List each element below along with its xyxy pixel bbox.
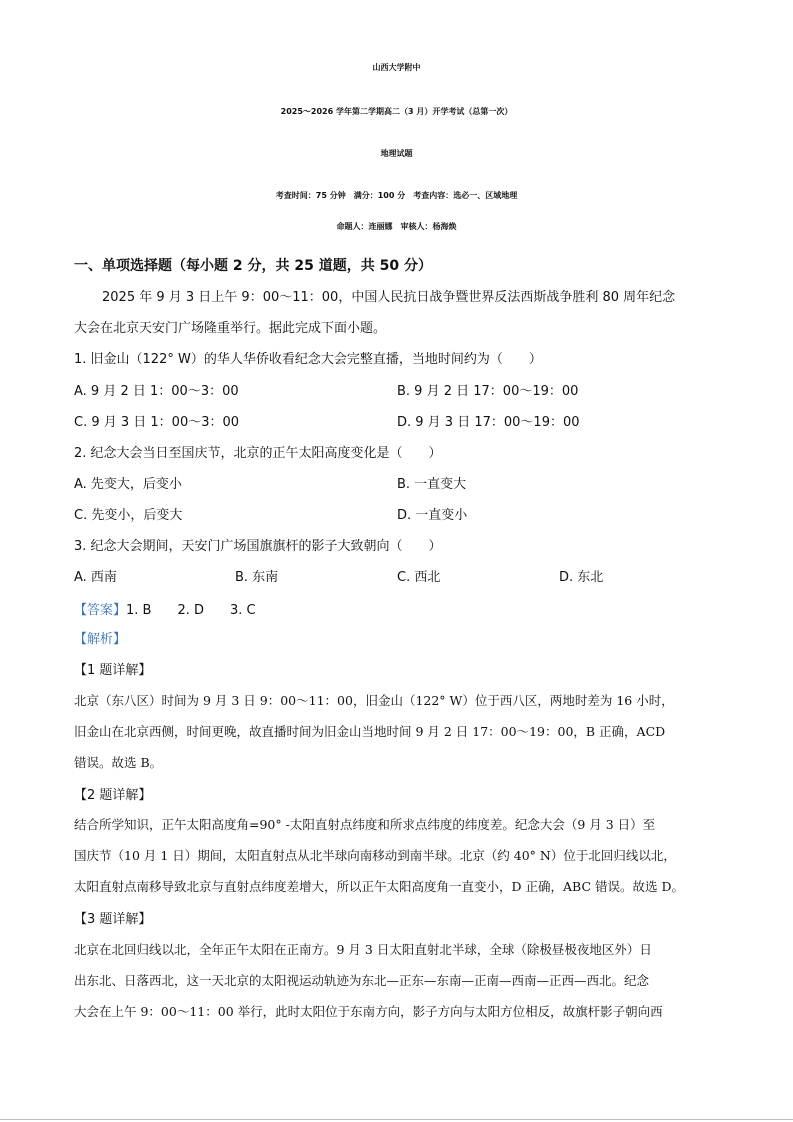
analysis-part-3-line-1: 北京在北回归线以北，全年正午太阳在正南方。9 月 3 日太阳直射北半球，全球（除极昼极夜地区外）日 xyxy=(74,942,652,957)
material-line-2: 大会在北京天安门广场隆重举行。据此完成下面小题。 xyxy=(74,321,387,336)
question-2-option-b: B. 一直变大 xyxy=(397,477,467,492)
analysis-part-2-title: 【2 题详解】 xyxy=(74,788,152,803)
answer-row xyxy=(74,599,256,618)
page-bottom-divider xyxy=(0,1119,793,1120)
exam-info: 考查时间：75 分钟 满分：100 分 考查内容：选必一、区域地理 xyxy=(275,191,518,200)
question-3-stem: 3. 纪念大会期间，天安门广场国旗旗杆的影子大致朝向（ ） xyxy=(74,539,442,554)
analysis-part-2-line-1: 结合所学知识，正午太阳高度角=90° -太阳直射点纬度和所求点纬度的纬度差。纪念大会（9 月 3 日）至 xyxy=(74,817,656,832)
question-2-option-a: A. 先变大，后变小 xyxy=(74,477,182,492)
question-2-stem: 2. 纪念大会当日至国庆节，北京的正午太阳高度变化是（ ） xyxy=(74,446,442,461)
question-1-stem: 1. 旧金山（122° W）的华人华侨收看纪念大会完整直播，当地时间约为（ ） xyxy=(74,352,542,367)
subject-title: 地理试题 xyxy=(380,149,413,158)
question-3-option-b: B. 东南 xyxy=(235,570,279,585)
question-1-option-d: D. 9 月 3 日 17：00～19：00 xyxy=(397,415,580,430)
analysis-part-1-line-1: 北京（东八区）时间为 9 月 3 日 9：00～11：00，旧金山（122° W）位于西八区，两地时差为 16 小时， xyxy=(74,693,674,708)
analysis-part-2-line-2: 国庆节（10 月 1 日）期间，太阳直射点从北半球向南移动到南半球。北京（约 40° N）位于北回归线以北， xyxy=(74,848,676,863)
analysis-label: 【解析】 xyxy=(74,632,127,647)
question-1-option-a: A. 9 月 2 日 1：00～3：00 xyxy=(74,384,239,399)
analysis-part-2-line-3: 太阳直射点南移导致北京与直射点纬度差增大，所以正午太阳高度角一直变小，D 正确，ABC 错误。故选 D。 xyxy=(74,879,684,894)
question-2-option-c: C. 先变小，后变大 xyxy=(74,508,183,523)
analysis-part-1-line-2: 旧金山在北京西侧，时间更晚，故直播时间为旧金山当地时间 9 月 2 日 17：00～19：00，B 正确，ACD xyxy=(74,724,666,739)
exam-title: 2025～2026 学年第二学期高二（3 月）开学考试（总第一次） xyxy=(280,107,513,116)
material-line-1: 2025 年 9 月 3 日上午 9：00～11：00，中国人民抗日战争暨世界反法西斯战争胜利 80 周年纪念 xyxy=(102,290,676,305)
answer-label: 【答案】 xyxy=(74,603,127,618)
answer-text: 1. B 2. D 3. C xyxy=(126,603,256,618)
analysis-part-3-line-2: 出东北、日落西北，这一天北京的太阳视运动轨迹为东北—正东—东南—正南—西南—正西—西北。纪念 xyxy=(74,973,650,988)
question-1-option-c: C. 9 月 3 日 1：00～3：00 xyxy=(74,415,240,430)
analysis-part-3-line-3: 大会在上午 9：00～11：00 举行，此时太阳位于东南方向，影子方向与太阳方位相反，故旗杆影子朝向西 xyxy=(74,1004,663,1019)
question-3-option-c: C. 西北 xyxy=(397,570,441,585)
analysis-part-3-title: 【3 题详解】 xyxy=(74,912,152,927)
question-3-option-a: A. 西南 xyxy=(74,570,117,585)
section-heading: 一、单项选择题（每小题 2 分，共 25 道题，共 50 分） xyxy=(74,258,432,274)
analysis-part-1-line-3: 错误。故选 B。 xyxy=(74,755,163,770)
question-3-option-d: D. 东北 xyxy=(559,570,604,585)
school-name: 山西大学附中 xyxy=(372,63,421,72)
question-1-option-b: B. 9 月 2 日 17：00～19：00 xyxy=(397,384,579,399)
analysis-part-1-title: 【1 题详解】 xyxy=(74,663,152,678)
exam-authors: 命题人：连丽娜 审核人：杨海焕 xyxy=(336,222,457,231)
question-2-option-d: D. 一直变小 xyxy=(397,508,468,523)
